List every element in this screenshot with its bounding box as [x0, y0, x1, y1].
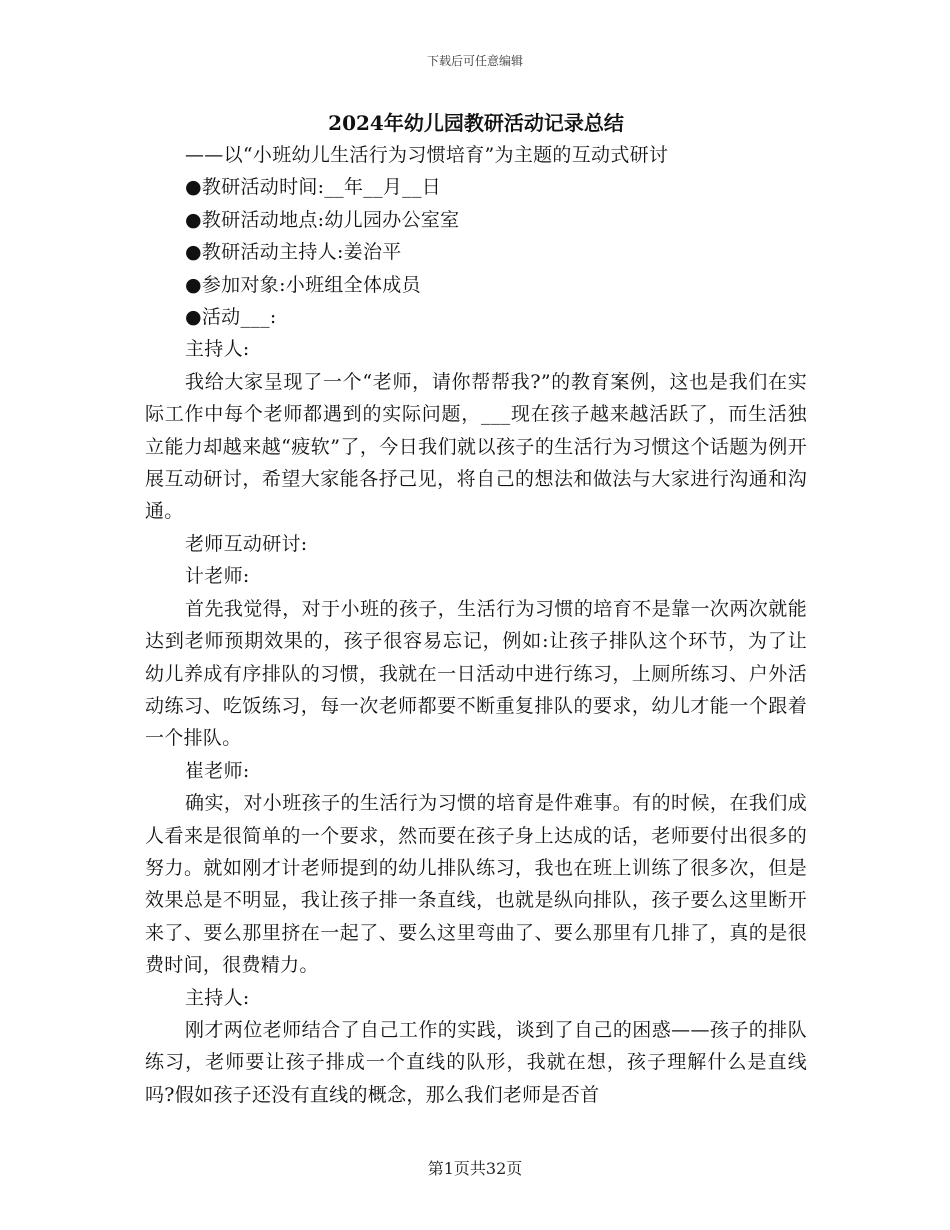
section-label: 老师互动研讨:: [185, 532, 308, 555]
info-activity: ●活动___:: [185, 306, 277, 329]
document-body: [145, 107, 807, 1111]
speaker-label: 计老师:: [185, 565, 250, 588]
speaker-label: 主持人:: [185, 986, 250, 1009]
paragraph: 刚才两位老师结合了自己工作的实践，谈到了自己的困惑——孩子的排队练习，老师要让孩子排成一个直线的队形，我就在想，孩子理解什么是直线吗?假如孩子还没有直线的概念，那么我们老师是否首: [145, 1018, 807, 1106]
page-number: 第1页共32页: [427, 1159, 523, 1178]
speaker-label: 主持人:: [185, 338, 250, 361]
page-header-note: 下载后可任意编辑: [426, 54, 523, 68]
info-participants: ●参加对象:小班组全体成员: [185, 273, 421, 296]
paragraph: 首先我觉得，对于小班的孩子，生活行为习惯的培育不是靠一次两次就能达到老师预期效果的，孩子很容易忘记，例如:让孩子排队这个环节，为了让幼儿养成有序排队的习惯，我就在一日活动中进行练习，上厕所练习、户外活动练习、吃饭练习，每一次老师都要不断重复排队的要求，幼儿才能一个跟着一个排队。: [145, 597, 807, 750]
info-time: ●教研活动时间:__年__月__日: [185, 176, 442, 199]
info-location: ●教研活动地点:幼儿园办公室室: [185, 208, 460, 231]
paragraph: 我给大家呈现了一个“老师，请你帮帮我?”的教育案例，这也是我们在实际工作中每个老师都遇到的实际问题，___现在孩子越来越活跃了，而生活独立能力却越来越“疲软”了，今日我们就以孩子的生活行为习惯这个话题为例开展互动研讨，希望大家能各抒己见，将自己的想法和做法与大家进行沟通和沟通。: [145, 370, 807, 523]
document-title: 2024年幼儿园教研活动记录总结: [328, 111, 624, 135]
info-host: ●教研活动主持人:姜治平: [185, 241, 402, 264]
speaker-label: 崔老师:: [185, 759, 250, 782]
paragraph: 确实，对小班孩子的生活行为习惯的培育是件难事。有的时候，在我们成人看来是很简单的一个要求，然而要在孩子身上达成的话，老师要付出很多的努力。就如刚才计老师提到的幼儿排队练习，我也在班上训练了很多次，但是效果总是不明显，我让孩子排一条直线，也就是纵向排队，孩子要么这里断开来了、要么那里挤在一起了、要么这里弯曲了、要么那里有几排了，真的是很费时间，很费精力。: [145, 792, 807, 977]
document-subtitle: ——以“小班幼儿生活行为习惯培育”为主题的互动式研讨: [185, 144, 669, 166]
